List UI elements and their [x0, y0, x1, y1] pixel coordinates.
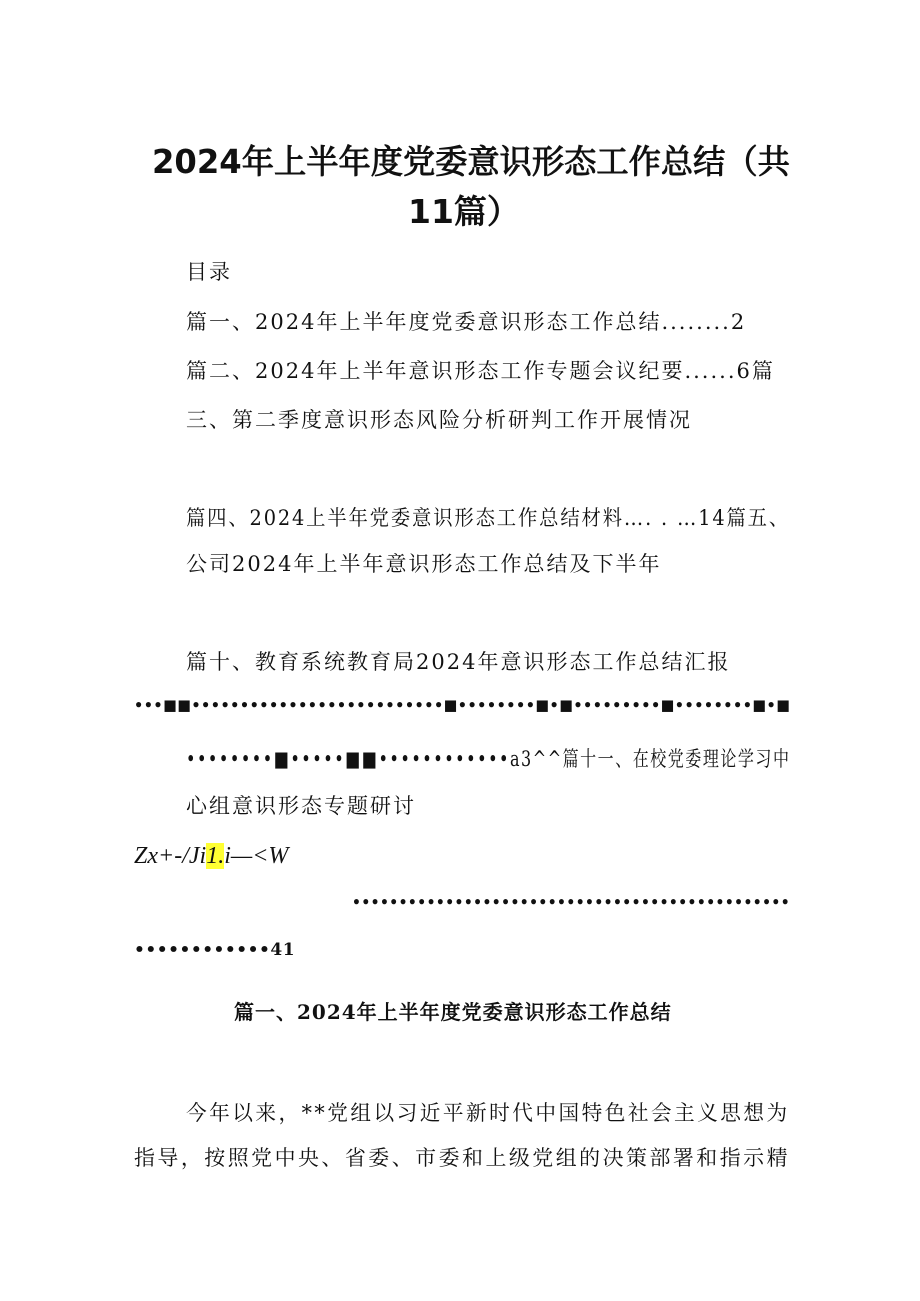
garbled-text-pre: Zx+-/Ji	[134, 843, 207, 869]
body-paragraph-line2: 指导，按照党中央、省委、市委和上级党组的决策部署和指示精	[134, 1146, 791, 1170]
toc-entry-8: 心组意识形态专题研讨	[186, 794, 416, 818]
highlighted-text: 1.	[206, 843, 225, 869]
toc-entry-2: 篇二、2024年上半年意识形态工作专题会议纪要......6篇	[186, 359, 775, 383]
section-heading: 篇一、2024年上半年度党委意识形态工作总结	[234, 1000, 672, 1024]
toc-entry-5: 公司2024年上半年意识形态工作总结及下半年	[186, 552, 662, 576]
toc-entry-4: 篇四、2024上半年党委意识形态工作总结材料…. . …14篇五、	[186, 506, 791, 530]
document-title-line1: 2024年上半年度党委意识形态工作总结（共	[152, 142, 790, 181]
toc-entry-3: 三、第二季度意识形态风险分析研判工作开展情况	[186, 408, 692, 432]
garbled-text-post: i—<W	[224, 843, 289, 869]
toc-heading: 目录	[186, 260, 232, 284]
toc-entry-7: ••••••••■•••••■■••••••••••••a3^^篇十一、在校党委理论学习中	[186, 747, 791, 771]
toc-leader-dots-2: •••••••••••••••••••••••••••••••••••••••••••••••	[352, 893, 791, 911]
toc-leader-dots-1: •••■■••••••••••••••••••••••••••■••••••••■•■•••••••••■••••••••■•■	[134, 696, 791, 714]
garbled-text	[134, 843, 288, 870]
toc-entry-9: ••••••••••••41	[134, 940, 296, 960]
body-paragraph-line1: 今年以来，**党组以习近平新时代中国特色社会主义思想为	[186, 1101, 790, 1125]
toc-entry-6: 篇十、教育系统教育局2024年意识形态工作总结汇报	[186, 650, 731, 674]
toc-entry-1: 篇一、2024年上半年度党委意识形态工作总结........2	[186, 310, 747, 334]
document-title-line2: 11篇）	[408, 192, 520, 231]
